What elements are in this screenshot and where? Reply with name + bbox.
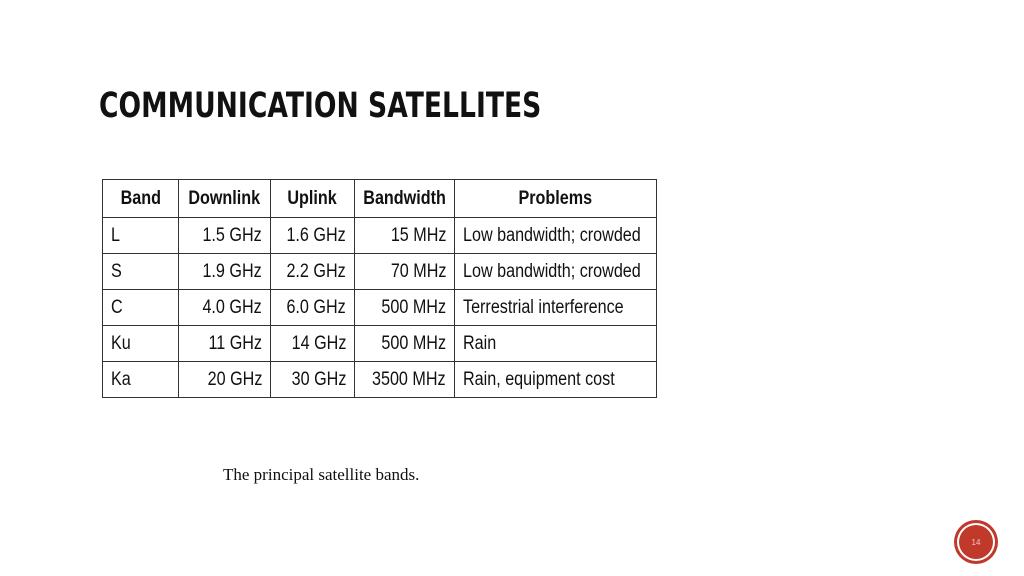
- cell-band: S: [103, 254, 179, 290]
- header-uplink: Uplink: [271, 180, 355, 218]
- cell-downlink: 4.0 GHz: [179, 290, 271, 326]
- cell-problems: Terrestrial interference: [455, 290, 657, 326]
- cell-band: Ka: [103, 362, 179, 398]
- cell-uplink: 14 GHz: [271, 326, 355, 362]
- table-row: [103, 254, 657, 290]
- header-band: Band: [103, 180, 179, 218]
- cell-downlink: 1.9 GHz: [179, 254, 271, 290]
- table-row: [103, 290, 657, 326]
- header-problems: Problems: [455, 180, 657, 218]
- table-row: [103, 218, 657, 254]
- cell-bandwidth: 500 MHz: [355, 326, 455, 362]
- cell-problems: Low bandwidth; crowded: [455, 254, 657, 290]
- cell-bandwidth: 500 MHz: [355, 290, 455, 326]
- table-caption: The principal satellite bands.: [223, 465, 420, 484]
- cell-band: Ku: [103, 326, 179, 362]
- cell-problems: Rain: [455, 326, 657, 362]
- cell-problems: Rain, equipment cost: [455, 362, 657, 398]
- cell-uplink: 1.6 GHz: [271, 218, 355, 254]
- table-row: [103, 326, 657, 362]
- page-number: 14: [971, 537, 981, 547]
- cell-downlink: 11 GHz: [179, 326, 271, 362]
- table-row: [103, 362, 657, 398]
- cell-uplink: 30 GHz: [271, 362, 355, 398]
- cell-band: L: [103, 218, 179, 254]
- page-number-badge: [957, 523, 995, 561]
- cell-downlink: 1.5 GHz: [179, 218, 271, 254]
- header-bandwidth: Bandwidth: [355, 180, 455, 218]
- cell-bandwidth: 3500 MHz: [355, 362, 455, 398]
- cell-problems: Low bandwidth; crowded: [455, 218, 657, 254]
- cell-uplink: 2.2 GHz: [271, 254, 355, 290]
- cell-bandwidth: 70 MHz: [355, 254, 455, 290]
- slide-title: COMMUNICATION SATELLITES: [99, 86, 542, 126]
- table-header-row: [103, 180, 657, 218]
- header-downlink: Downlink: [179, 180, 271, 218]
- satellite-bands-table: [102, 179, 657, 398]
- cell-downlink: 20 GHz: [179, 362, 271, 398]
- cell-bandwidth: 15 MHz: [355, 218, 455, 254]
- cell-uplink: 6.0 GHz: [271, 290, 355, 326]
- cell-band: C: [103, 290, 179, 326]
